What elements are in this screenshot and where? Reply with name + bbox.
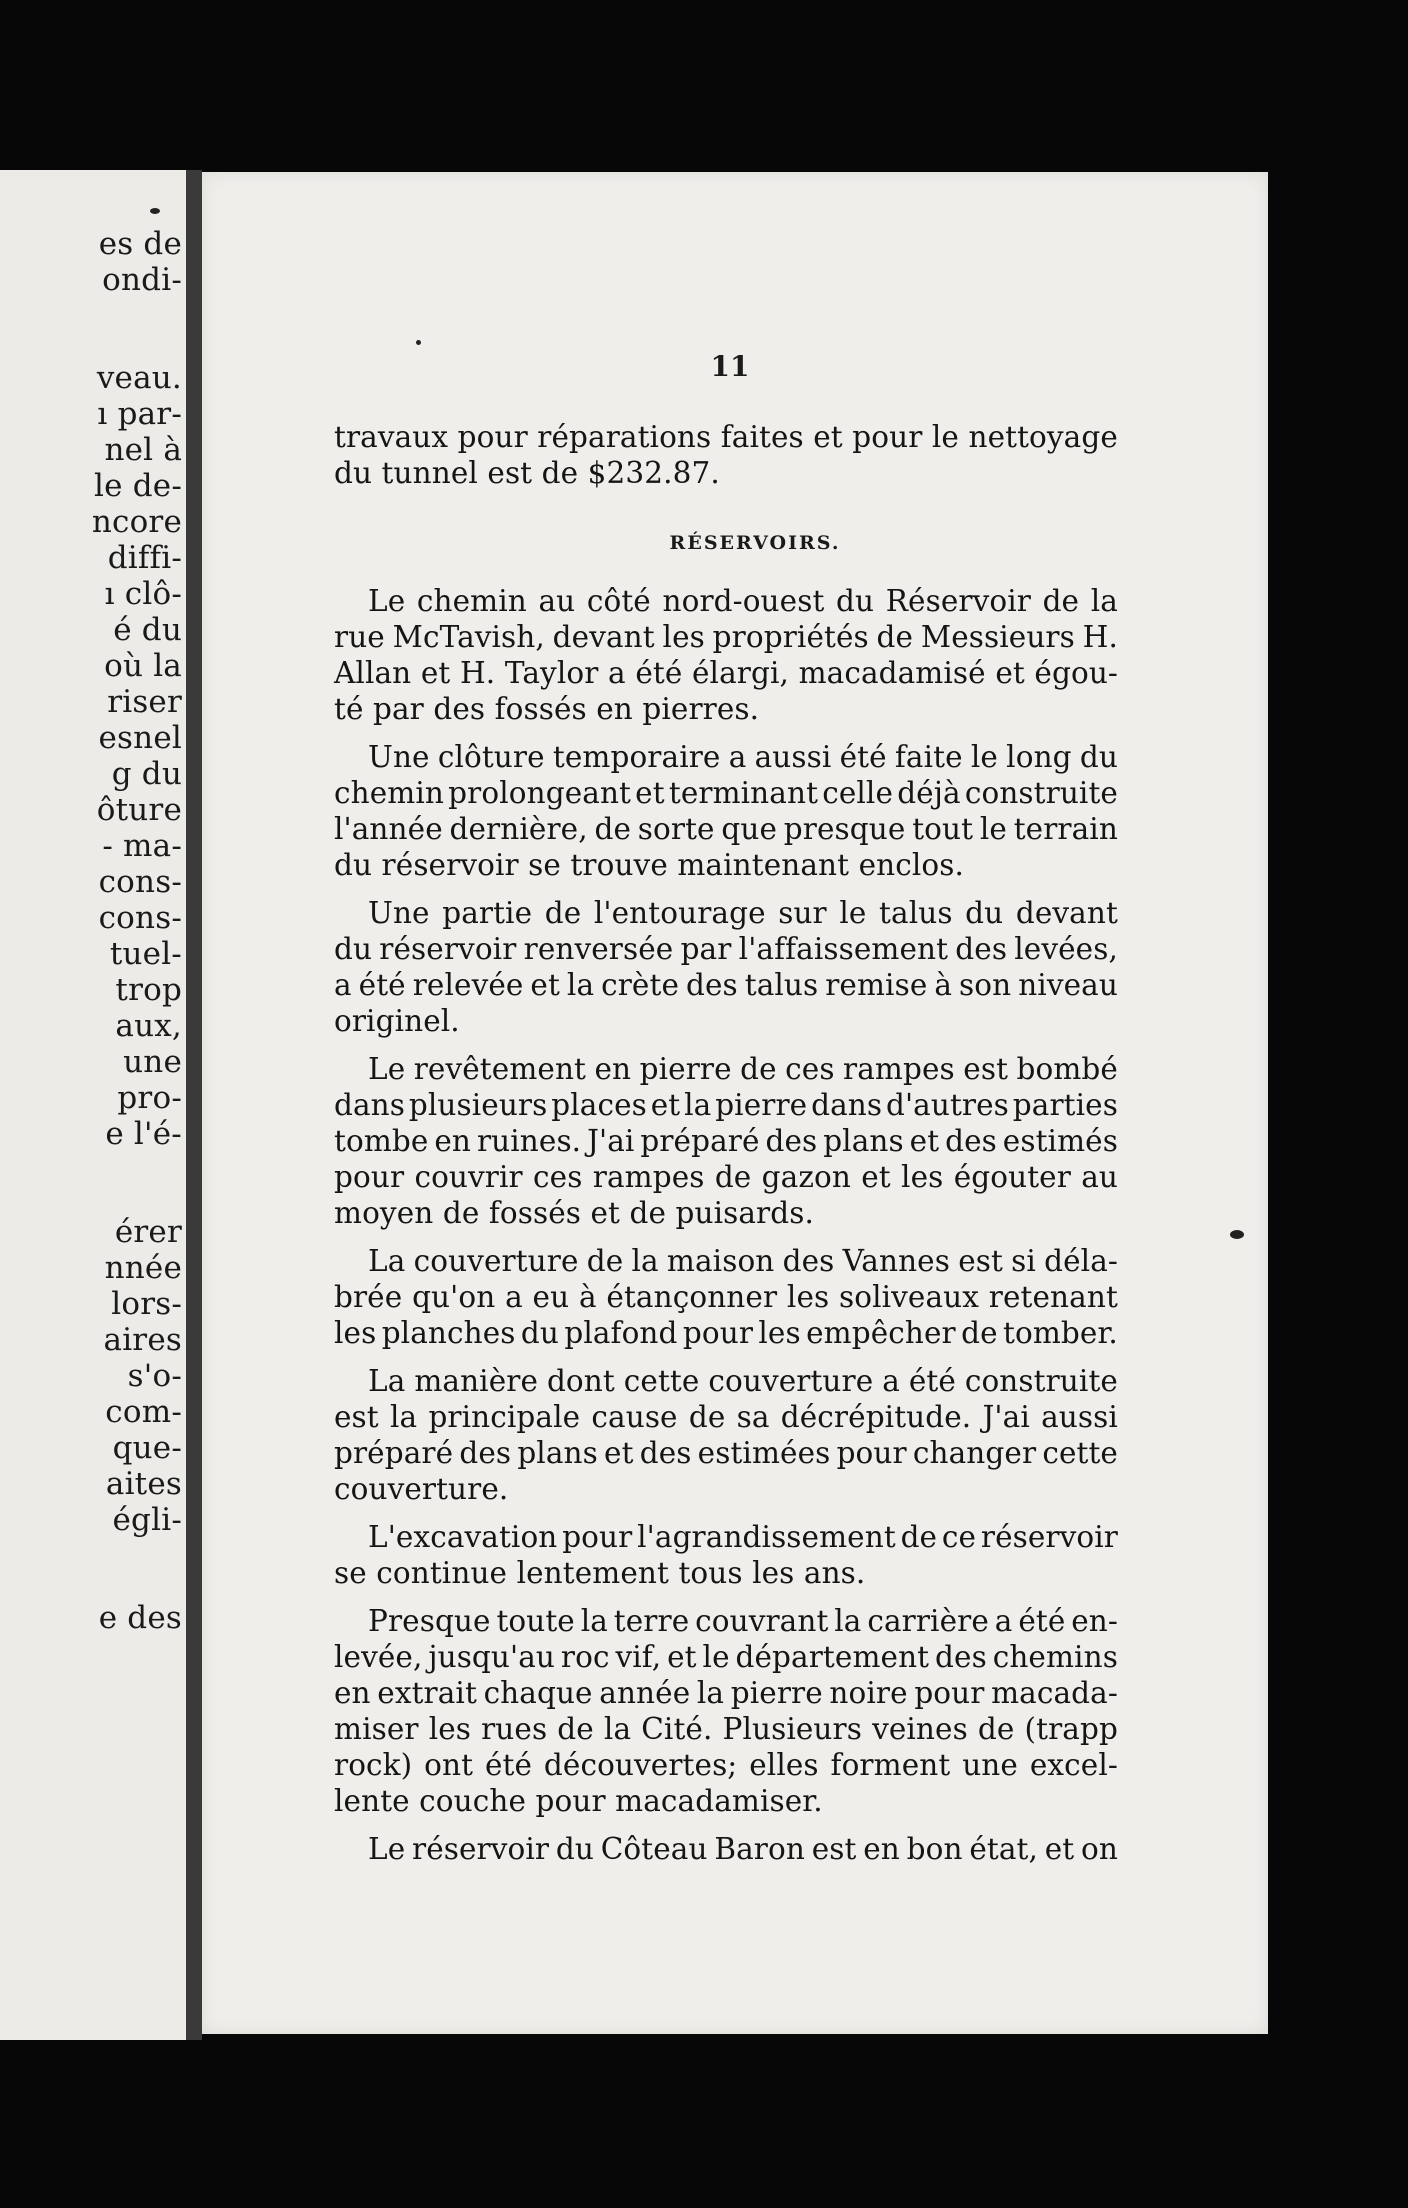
text-line: Une clôture temporaire a aussi été faite le long du xyxy=(368,740,1118,774)
text-line: travaux pour réparations faites et pour le nettoyage xyxy=(334,420,1118,454)
text-line: Le chemin au côté nord-ouest du Réservoir de la xyxy=(368,584,1118,618)
text-line: moyen de fossés et de puisards. xyxy=(334,1196,814,1230)
text-line: en extrait chaque année la pierre noire pour macada- xyxy=(334,1676,1118,1710)
left-page-line: diffi- xyxy=(107,540,182,576)
text-line: La manière dont cette couverture a été construite xyxy=(368,1364,1118,1398)
left-page-line: veau. xyxy=(96,360,182,396)
text-line: Presque toute la terre couvrant la carrière a été en- xyxy=(368,1604,1118,1638)
text-line: rue McTavish, devant les propriétés de Messieurs H. xyxy=(334,620,1118,654)
left-page-line: que- xyxy=(112,1430,182,1466)
left-page-line: com- xyxy=(105,1394,182,1430)
left-page-line: nnée xyxy=(104,1250,182,1286)
text-line: du réservoir renversée par l'affaissement des levées, xyxy=(334,932,1118,966)
text-line: Allan et H. Taylor a été élargi, macadamisé et égou- xyxy=(334,656,1118,690)
text-line: les planches du plafond pour les empêcher de tomber. xyxy=(334,1316,1118,1350)
left-page-line: es de xyxy=(98,226,182,262)
left-page-line: é du xyxy=(113,612,182,648)
text-line: L'excavation pour l'agrandissement de ce réservoir xyxy=(368,1520,1118,1554)
left-page-line: pro- xyxy=(117,1080,182,1116)
left-page-line: trop xyxy=(115,972,182,1008)
scan-speck xyxy=(150,208,160,214)
text-line: du tunnel est de $232.87. xyxy=(334,456,720,490)
left-page-line: où la xyxy=(104,648,182,684)
left-page-line: ôture xyxy=(96,792,182,828)
left-page-line: aires xyxy=(103,1322,182,1358)
text-line: couverture. xyxy=(334,1472,509,1506)
left-page-line: esnel xyxy=(98,720,182,756)
left-page-line: cons- xyxy=(98,900,182,936)
text-line: La couverture de la maison des Vannes est si déla- xyxy=(368,1244,1118,1278)
scan-speck xyxy=(1230,1230,1244,1239)
text-line: originel. xyxy=(334,1004,460,1038)
text-line: chemin prolongeant et terminant celle déjà construite xyxy=(334,776,1118,810)
text-line: a été relevée et la crète des talus remise à son niveau xyxy=(334,968,1118,1002)
left-page-line: tuel- xyxy=(109,936,182,972)
left-page-line: érer xyxy=(114,1214,182,1250)
left-page-line: une xyxy=(123,1044,182,1080)
left-page-line: cons- xyxy=(98,864,182,900)
text-line: pour couvrir ces rampes de gazon et les égouter au xyxy=(334,1160,1118,1194)
right-page xyxy=(202,172,1268,2034)
text-line: Une partie de l'entourage sur le talus du devant xyxy=(368,896,1118,930)
text-line: tombe en ruines. J'ai préparé des plans et des estimés xyxy=(334,1124,1118,1158)
text-line: est la principale cause de sa décrépitude. J'ai aussi xyxy=(334,1400,1118,1434)
left-page-fragment xyxy=(0,170,186,2040)
section-heading: RÉSERVOIRS. xyxy=(669,532,841,554)
text-line: Le réservoir du Côteau Baron est en bon état, et on xyxy=(368,1832,1118,1866)
text-line: Le revêtement en pierre de ces rampes est bombé xyxy=(368,1052,1118,1086)
text-line: lente couche pour macadamiser. xyxy=(334,1784,823,1818)
left-page-line: nel à xyxy=(104,432,182,468)
left-page-line: e des xyxy=(98,1600,182,1636)
left-page-line: ı par- xyxy=(97,396,182,432)
left-page-line: ı clô- xyxy=(104,576,182,612)
text-line: dans plusieurs places et la pierre dans d'autres parties xyxy=(334,1088,1118,1122)
left-page-line: ncore xyxy=(91,504,182,540)
book-gutter xyxy=(186,170,202,2040)
text-line: rock) ont été découvertes; elles forment une excel- xyxy=(334,1748,1118,1782)
left-page-line: le de- xyxy=(94,468,182,504)
text-line: l'année dernière, de sorte que presque tout le terrain xyxy=(334,812,1118,846)
left-page-line: - ma- xyxy=(102,828,182,864)
text-line: du réservoir se trouve maintenant enclos. xyxy=(334,848,964,882)
scan-speck xyxy=(416,340,421,345)
text-line: préparé des plans et des estimées pour changer cette xyxy=(334,1436,1118,1470)
left-page-line: e l'é- xyxy=(105,1116,182,1152)
left-page-line: g du xyxy=(111,756,182,792)
text-line: té par des fossés en pierres. xyxy=(334,692,760,726)
left-page-line: s'o- xyxy=(127,1358,182,1394)
left-page-line: aites xyxy=(105,1466,182,1502)
page-number: 11 xyxy=(710,350,750,383)
text-line: se continue lentement tous les ans. xyxy=(334,1556,866,1590)
left-page-line: ondi- xyxy=(102,262,182,298)
left-page-line: lors- xyxy=(111,1286,182,1322)
text-line: brée qu'on a eu à étançonner les soliveaux retenant xyxy=(334,1280,1118,1314)
text-line: miser les rues de la Cité. Plusieurs veines de (trapp xyxy=(334,1712,1118,1746)
left-page-line: riser xyxy=(107,684,182,720)
left-page-line: égli- xyxy=(112,1502,182,1538)
text-line: levée, jusqu'au roc vif, et le département des chemins xyxy=(334,1640,1118,1674)
left-page-line: aux, xyxy=(115,1008,182,1044)
